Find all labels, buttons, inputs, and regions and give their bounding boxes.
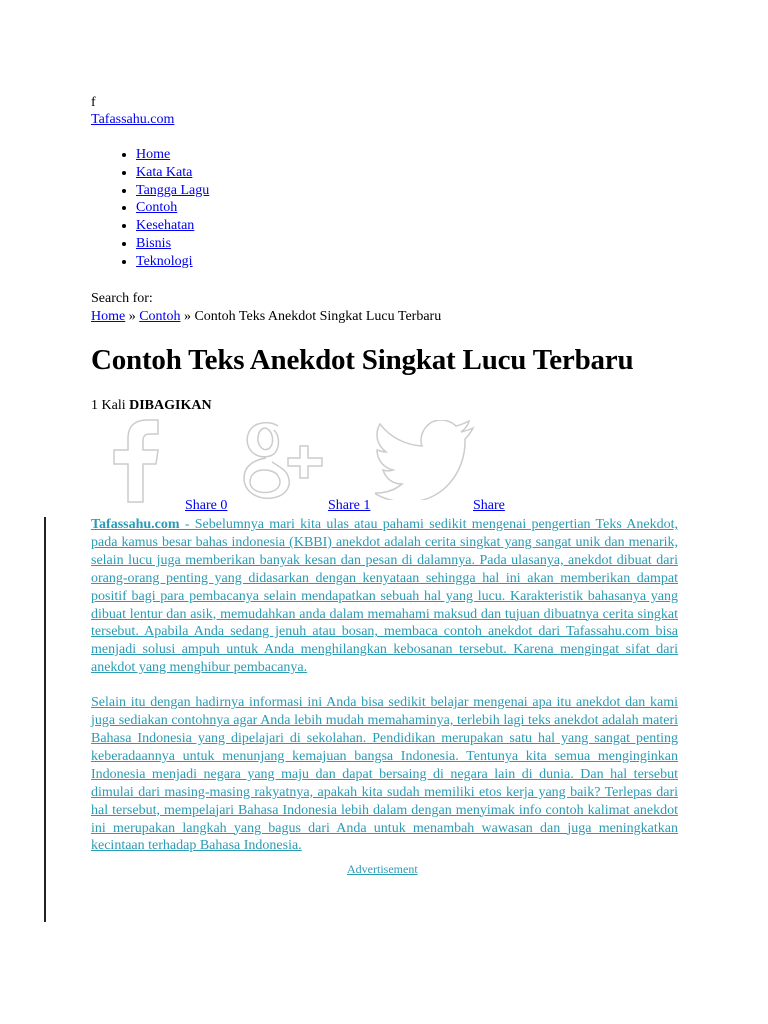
logo-letter: f bbox=[91, 95, 96, 110]
page-title: Contoh Teks Anekdot Singkat Lucu Terbaru bbox=[91, 344, 634, 376]
share-count-label: DIBAGIKAN bbox=[129, 398, 212, 413]
article-body bbox=[91, 516, 678, 872]
nav-link-teknologi[interactable]: Teknologi bbox=[136, 253, 193, 269]
nav-link-bisnis[interactable]: Bisnis bbox=[136, 235, 172, 251]
share-count bbox=[91, 398, 212, 414]
nav-item-kesehatan bbox=[136, 217, 209, 235]
nav-link-home[interactable]: Home bbox=[136, 147, 171, 162]
breadcrumb-current: Contoh Teks Anekdot Singkat Lucu Terbaru bbox=[194, 309, 442, 324]
nav-item-home bbox=[136, 146, 209, 164]
share-count-number: 1 Kali bbox=[91, 398, 130, 413]
nav-item-contoh bbox=[136, 199, 209, 217]
article-paragraph[interactable] bbox=[91, 694, 678, 855]
content-left-border bbox=[44, 517, 46, 922]
twitter-icon[interactable] bbox=[375, 420, 477, 500]
nav-link-contoh[interactable]: Contoh bbox=[136, 200, 178, 216]
advertisement-label[interactable]: Advertisement bbox=[347, 862, 418, 876]
nav-item-tangga-lagu bbox=[136, 182, 209, 200]
nav-link-tangga-lagu[interactable]: Tangga Lagu bbox=[136, 182, 210, 198]
breadcrumb-home[interactable]: Home bbox=[91, 309, 126, 324]
article-paragraph[interactable] bbox=[91, 516, 678, 677]
site-name-link[interactable]: Tafassahu.com bbox=[91, 112, 175, 127]
facebook-icon[interactable] bbox=[110, 418, 162, 504]
article-brand: Tafassahu.com bbox=[91, 517, 180, 532]
nav-item-bisnis bbox=[136, 235, 209, 253]
article-paragraph-text: - Sebelumnya mari kita ulas atau pahami sedikit mengenai pengertian Teks Anekdot, pada kamus besar bahas indonesia (KBBI) anekdot adalah cerita singkat yang sangat unik dan menarik, selain lucu juga memberikan banyak kesan dan pesan di dalamnya. Pada ulasanya, anekdot dibuat dari orang-orang penting yang didasarkan dengan kenyataan sehingga hal ini akan memberikan dampat positif bagi para pembacanya selain mendapatkan sebuah hal yang lucu. Karakteristik bahasanya yang dibuat lentur dan asik, memudahkan anda dalam memahami maksud dan tujuan dibuatnya cerita singkat tersebut. Apabila Anda sedang jenuh atau bosan, membaca contoh anekdot dari Tafassahu.com bisa menjadi solusi ampuh untuk Anda menghilangkan kebosanan tersebut. Karena mengingat sifat dari anekdot yang menghibur pembacanya. bbox=[91, 517, 678, 676]
google-plus-share-link[interactable]: Share 1 bbox=[328, 498, 371, 513]
nav-link-kata-kata[interactable]: Kata Kata bbox=[136, 164, 193, 180]
nav-link-kesehatan[interactable]: Kesehatan bbox=[136, 218, 195, 234]
breadcrumb-separator: » bbox=[125, 309, 140, 324]
breadcrumb-separator: » bbox=[180, 309, 195, 324]
breadcrumb-category[interactable]: Contoh bbox=[139, 309, 181, 324]
search-label: Search for: bbox=[91, 291, 153, 306]
google-plus-icon[interactable] bbox=[238, 418, 328, 506]
main-nav bbox=[91, 146, 209, 271]
nav-item-teknologi bbox=[136, 253, 209, 271]
facebook-share-link[interactable]: Share 0 bbox=[185, 498, 228, 513]
nav-item-kata-kata bbox=[136, 164, 209, 182]
breadcrumb bbox=[91, 309, 441, 325]
article-paragraph-text: Selain itu dengan hadirnya informasi ini Anda bisa sedikit belajar mengenai apa itu anekdot dan kami juga sediakan contohnya agar Anda lebih mudah memahaminya, terlebih lagi teks anekdot adalah materi Bahasa Indonesia yang dipelajari di sekolahan. Pendidikan merupakan satu hal yang sangat penting keberadaannya untuk menunjang kemajuan bangsa Indonesia. Tentunya kita semua menginginkan Indonesia menjadi negara yang maju dan dapat bersaing di negara lain di dunia. Dan hal tersebut dimulai dari masing-masing rakyatnya, apakah kita sudah memiliki etos kerja yang baik? Terlepas dari hal tersebut, mempelajari Bahasa Indonesia lebih dalam dengan menyimak info contoh kalimat anekdot ini merupakan langkah yang bagus dari Anda untuk menambah wawasan dan juga meningkatkan kecintaan terhadap Bahasa Indonesia. bbox=[91, 695, 678, 854]
twitter-share-link[interactable]: Share bbox=[473, 498, 505, 513]
